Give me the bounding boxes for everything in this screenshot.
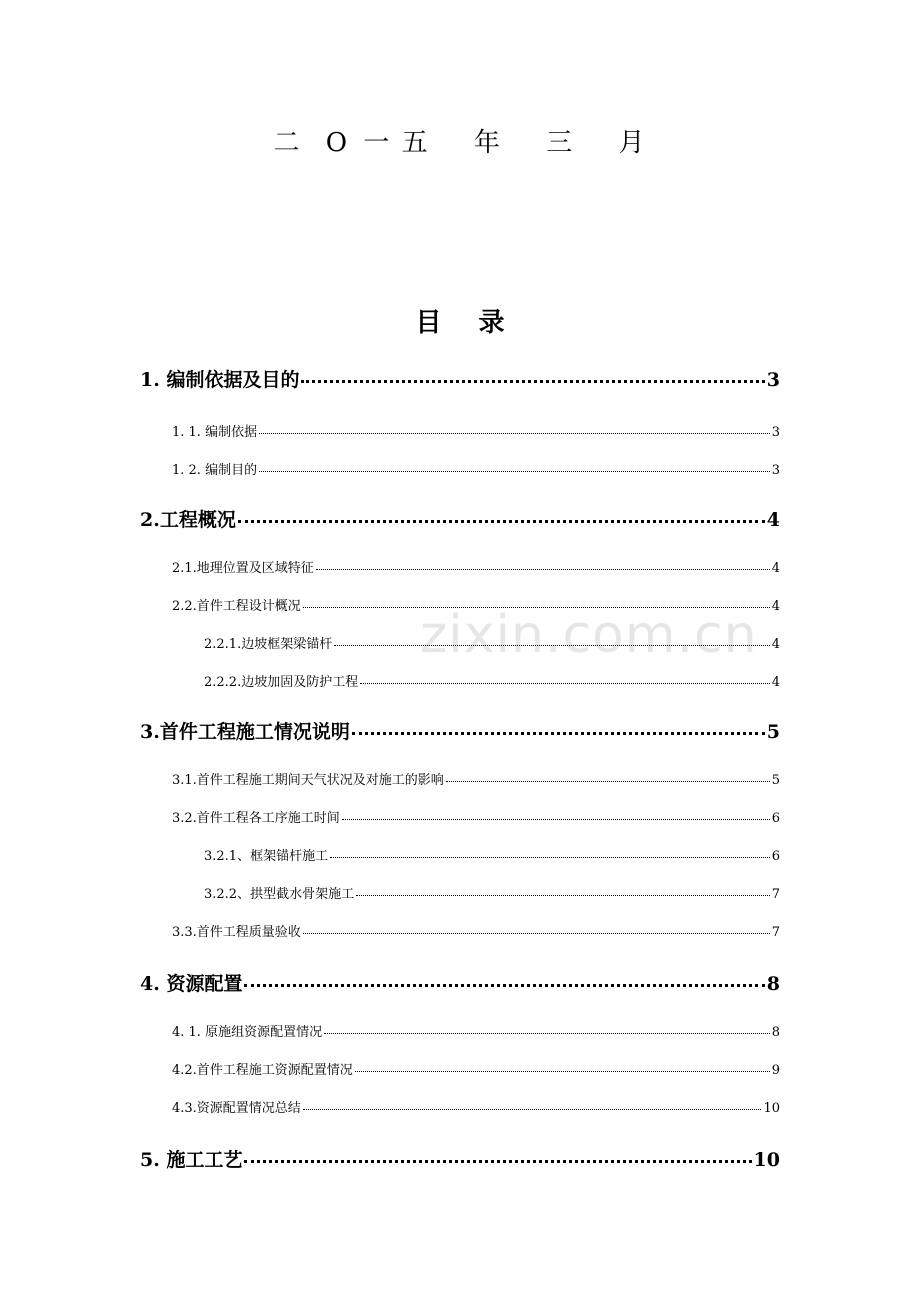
toc-leader-dots (360, 683, 770, 684)
toc-leader-dots (342, 819, 770, 820)
toc-entry[interactable] (140, 365, 780, 392)
toc-leader-dots (316, 569, 770, 570)
toc-leader-dots (334, 645, 770, 646)
toc-leader-dots (301, 380, 764, 383)
toc-entry-page: 4 (771, 675, 780, 690)
toc-entry[interactable] (140, 505, 780, 532)
toc-leader-dots (238, 520, 765, 523)
toc-entry-label: 3.首件工程施工情况说明 (140, 721, 350, 743)
toc-entry-page: 4 (766, 509, 780, 531)
toc-entry-label: 1. 2. 编制目的 (172, 463, 258, 478)
toc-entry-label: 5. 施工工艺 (140, 1149, 243, 1171)
toc-entry-label: 3.2.1、框架锚杆施工 (204, 849, 329, 864)
toc-leader-dots (446, 781, 770, 782)
toc-leader-dots (259, 471, 770, 472)
toc-entry-label: 3.2.2、拱型截水骨架施工 (204, 887, 355, 902)
date-char: 五 (401, 128, 430, 158)
toc-leader-dots (355, 1071, 770, 1072)
toc-entry-page: 3 (766, 369, 780, 391)
toc-entry-page: 3 (771, 425, 780, 440)
toc-entry[interactable] (172, 769, 780, 788)
toc-entry-page: 3 (771, 463, 780, 478)
toc-entry-label: 2.2.2.边坡加固及防护工程 (204, 675, 359, 690)
toc-entry[interactable] (204, 845, 780, 864)
toc-entry-label: 1. 1. 编制依据 (172, 425, 258, 440)
date-char: 年 (473, 128, 502, 158)
toc-entry-page: 4 (771, 599, 780, 614)
toc-entry[interactable] (140, 969, 780, 996)
toc-entry-page: 5 (771, 773, 780, 788)
toc-entry[interactable] (140, 1145, 780, 1172)
toc-entry-page: 9 (771, 1063, 780, 1078)
toc-entry[interactable] (172, 595, 780, 614)
toc-entry-page: 8 (766, 973, 780, 995)
toc-entry-page: 5 (766, 721, 780, 743)
toc-entry[interactable] (172, 921, 780, 940)
date-char: 二 (273, 128, 302, 158)
toc-entry-label: 3.2.首件工程各工序施工时间 (172, 811, 340, 826)
toc-entry[interactable] (140, 717, 780, 744)
toc-entry-label: 3.3.首件工程质量验收 (172, 925, 301, 940)
toc-entry-page: 7 (771, 925, 780, 940)
toc-entry-page: 6 (771, 811, 780, 826)
toc-leader-dots (259, 433, 770, 434)
toc-entry[interactable] (204, 671, 780, 690)
toc-entry[interactable] (172, 421, 780, 440)
toc-leader-dots (303, 607, 770, 608)
date-char: 三 (546, 128, 575, 158)
toc-entry-page: 10 (763, 1101, 780, 1116)
toc-entry-page: 6 (771, 849, 780, 864)
date-char: O (325, 128, 350, 158)
toc-entry[interactable] (204, 883, 780, 902)
toc-entry-page: 7 (771, 887, 780, 902)
watermark: zixin.com.cn (420, 605, 758, 665)
toc-entry-page: 4 (771, 561, 780, 576)
date-char: 一 (363, 128, 392, 158)
toc-entry-label: 3.1.首件工程施工期间天气状况及对施工的影响 (172, 773, 444, 788)
toc-title: 目 录 (415, 308, 519, 338)
toc-leader-dots (303, 933, 770, 934)
toc-entry-label: 2.1.地理位置及区域特征 (172, 561, 314, 576)
date-char: 月 (618, 128, 647, 158)
date-line (0, 122, 920, 159)
toc-entry-label: 4.3.资源配置情况总结 (172, 1101, 301, 1116)
toc-entry-label: 4. 1. 原施组资源配置情况 (172, 1025, 323, 1040)
toc-leader-dots (244, 984, 764, 987)
toc-entry[interactable] (172, 1059, 780, 1078)
toc-leader-dots (303, 1109, 762, 1110)
toc-entry-label: 2.2.首件工程设计概况 (172, 599, 301, 614)
toc-entry-page: 8 (771, 1025, 780, 1040)
toc-entry-label: 2.工程概况 (140, 509, 236, 531)
toc-entry[interactable] (204, 633, 780, 652)
toc-entry-page: 10 (753, 1149, 780, 1171)
toc-entry-page: 4 (771, 637, 780, 652)
toc-entry[interactable] (172, 807, 780, 826)
toc-entry-label: 1. 编制依据及目的 (140, 369, 300, 391)
toc-leader-dots (324, 1033, 770, 1034)
toc-entry-label: 2.2.1.边坡框架梁锚杆 (204, 637, 333, 652)
toc-entry[interactable] (172, 459, 780, 478)
toc-entry-label: 4. 资源配置 (140, 973, 243, 995)
toc-entry-label: 4.2.首件工程施工资源配置情况 (172, 1063, 353, 1078)
toc-entry[interactable] (172, 557, 780, 576)
toc-leader-dots (244, 1160, 751, 1163)
toc-leader-dots (352, 732, 765, 735)
toc-entry[interactable] (172, 1097, 780, 1116)
toc-entry[interactable] (172, 1021, 780, 1040)
toc-leader-dots (330, 857, 770, 858)
toc-leader-dots (356, 895, 770, 896)
